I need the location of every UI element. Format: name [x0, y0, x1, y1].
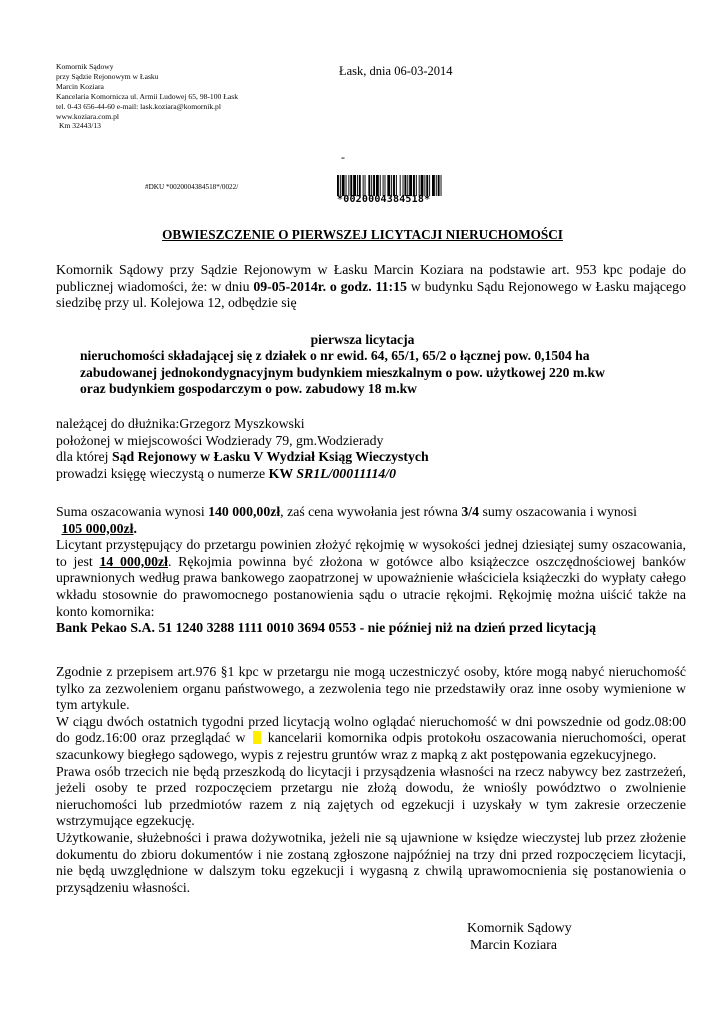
sender-line: Komornik Sądowy [56, 62, 114, 71]
intro-text: Komornik Sądowy przy Sądzie Rejonowym w Łasku Marcin Koziara na podstawie art. 953 kpc podaje do publicznej wiadomości, że: w dniu [56, 262, 686, 294]
estimate-line [56, 504, 686, 521]
barcode-bar [371, 175, 372, 196]
legal-block [56, 664, 686, 896]
barcode-bar [419, 175, 420, 196]
signature-title: Komornik Sądowy [467, 920, 572, 935]
deposit-paragraph [56, 537, 686, 620]
estimate-block [56, 504, 686, 637]
intro-text-2: w budynku Sądu Rejonowego w Łasku mającego siedzibę przy ul. Kolejowa 12, odbędzie się [56, 278, 686, 311]
barcode-bar [357, 175, 358, 196]
barcode-bar [346, 175, 347, 196]
estimate-value: 140 000,00zł [208, 504, 281, 519]
sender-line: Kancelaria Komornicza ul. Armii Ludowej 65, 98-100 Łask [56, 91, 238, 101]
barcode-bar [337, 175, 339, 196]
servitude-paragraph: Użytkowanie, służebności i prawa dożywotnika, jeżeli nie są ujawnione w księdze wieczystej lub przez złożenie dokumentu do zbioru dokumentów i nie zostaną zgłoszone najpóźniej na trzy dni przed rozpoczęciem licytacji, nie będą uwzględnione w dalszym toku egzekucji i wygasną z chwilą uprawomocnienia się postanowienia o przysądzeniu własności. [56, 829, 686, 895]
barcode-bar [385, 175, 386, 196]
starting-price-line [56, 521, 686, 538]
title-text: OBWIESZCZENIE O PIERWSZEJ LICYTACJI NIERUCHOMOŚCI [162, 227, 563, 242]
barcode-bar [413, 175, 415, 196]
inspection-text-2: kancelarii komornika odpis protokołu oszacowania nieruchomości, operat szacunkowy biegłego sądowego, wypis z rejestru gruntów wraz z mapką z akt postępowania egzekucyjnego. [56, 730, 686, 762]
barcode-bar [365, 175, 366, 196]
barcode-bar [441, 175, 442, 196]
sender-line: www.koziara.com.pl [56, 111, 119, 121]
barcode-bar [424, 175, 425, 196]
sender-header [56, 62, 238, 131]
sender-line: Marcin Koziara [56, 81, 104, 91]
property-description [80, 348, 680, 398]
property-line: nieruchomości składającej się z działek o nr ewid. 64, 65/1, 65/2 o łącznej pow. 0,1504 ha [80, 348, 590, 363]
estimate-text-2: , zaś cena wywołania jest równa [280, 504, 462, 519]
barcode-bar [350, 175, 352, 196]
kw-number: SR1L/00011114/0 [296, 465, 397, 481]
document-title [0, 227, 725, 243]
barcode-bar [363, 175, 364, 196]
property-line: zabudowanej jednokondygnacyjnym budynkiem mieszkalnym o pow. użytkowej 220 m.kw [80, 364, 605, 380]
barcode-bar [387, 175, 390, 196]
legal-paragraph: Zgodnie z przepisem art.976 §1 kpc w przetargu nie mogą uczestniczyć osoby, które mogą nabyć nieruchomość tylko za zezwoleniem organu państwowego, a zezwolenia tego nie przedstawiły oraz inne osoby wymienione w tym artykule. [56, 664, 686, 713]
location-line: położonej w miejscowości Wodzierady 79, gm.Wodzierady [56, 432, 384, 448]
land-register-line [56, 466, 686, 483]
dash-mark: - [341, 150, 345, 164]
kw-prefix: prowadzi księgę wieczystą o numerze [56, 465, 269, 481]
barcode-bar [429, 175, 430, 196]
court-line [56, 449, 686, 466]
auction-heading: pierwsza licytacja [310, 332, 415, 347]
barcode-bar [404, 175, 406, 196]
date-line: Łask, dnia 06-03-2014 [339, 64, 453, 78]
signature-block [467, 920, 572, 953]
estimate-text-3: sumy oszacowania i wynosi [479, 504, 637, 519]
barcode-bar [436, 175, 437, 196]
barcode-bar [403, 175, 404, 196]
barcode-bar [409, 175, 412, 196]
barcode-bar [438, 175, 440, 196]
barcode-bar [348, 175, 349, 196]
property-line: oraz budynkiem gospodarczym o pow. zabudowy 18 m.kw [80, 381, 417, 397]
barcode-bar [376, 175, 379, 196]
period: . [133, 520, 137, 536]
highlight-mark [253, 731, 261, 744]
barcode [337, 175, 467, 207]
intro-paragraph [56, 262, 686, 312]
debtor-block [56, 416, 686, 482]
auction-date: 09-05-2014r. o godz. 11:15 [253, 278, 407, 294]
barcode-bar [353, 175, 356, 196]
barcode-bar [391, 175, 392, 196]
signature-name: Marcin Koziara [470, 936, 557, 952]
third-party-paragraph: Prawa osób trzecich nie będą przeszkodą do licytacji i przysądzenia własności na rzecz nabywcy bez zastrzeżeń, jeżeli osoby te przed rozpoczęciem przetargu nie złożą dowodu, że wnioślу powództwo o zwolnienie nieruchomości lub przedmiotów razem z nią zajętych od egzekucji i uzyskały w tym zakresie orzeczenie wstrzymujące egzekucję. [56, 763, 686, 829]
barcode-bars [337, 175, 467, 196]
fraction: 3/4 [461, 504, 480, 519]
inspection-paragraph [56, 714, 686, 764]
barcode-bar [416, 175, 417, 196]
barcode-bar [380, 175, 381, 196]
bank-account-line: Bank Pekao S.A. 51 1240 3288 1111 0010 3694 0553 - nie później niż na dzień przed licytacją [56, 620, 597, 636]
barcode-bar [400, 175, 401, 196]
barcode-bar [340, 175, 341, 196]
deposit-value: 14 000,00zł [99, 553, 168, 569]
deposit-text-2: . Rękojmia powinna być złożona w gotówce albo książeczce oszczędnościowej banków uprawnionych według prawa bankowego zaopatrzonej w upoważnienie właściciela książeczki do wypłaty całego wkładu stosownie do prawomocnego postanowienia sądu o utracie rękojmi. Rękojmię można uiścić także na konto komornika: [56, 553, 686, 619]
dku-reference: #DKU *0020004384518*/0022/ [145, 183, 239, 191]
deposit-text: Licytant przystępujący do przetargu powinien złożyć rękojmię w wysokości jednej dziesiątej sumy oszacowania, to jest [56, 537, 686, 569]
estimate-text: Suma oszacowania wynosi [56, 504, 209, 519]
barcode-bar [383, 175, 384, 196]
case-number: Km 32443/13 [59, 121, 101, 131]
barcode-bar [342, 175, 345, 196]
debtor-line: należącej do dłużnika:Grzegorz Myszkowski [56, 416, 305, 431]
barcode-bar [432, 175, 435, 196]
court-prefix: dla której [56, 449, 112, 465]
court-name: Sąd Rejonowy w Łasku V Wydział Ksiąg Wieczystych [111, 449, 429, 465]
barcode-bar [407, 175, 408, 196]
barcode-bar [359, 175, 361, 196]
barcode-text: *0020004384518* [337, 194, 431, 205]
barcode-bar [426, 175, 428, 196]
barcode-bar [421, 175, 424, 196]
barcode-bar [396, 175, 397, 196]
inspection-text: W ciągu dwóch ostatnich tygodni przed licytacją wolno oglądać nieruchomość w dni powszednie od godz.08:00 do godz.16:00 oraz przeglądać w [56, 713, 686, 746]
barcode-bar [373, 175, 375, 196]
kw-label: KW [268, 465, 297, 481]
sender-line: tel. 0-43 656-44-60 e-mail: lask.koziara@komornik.pl [56, 101, 221, 111]
barcode-bar [368, 175, 370, 196]
starting-price: 105 000,00zł [61, 520, 134, 536]
barcode-bar [393, 175, 395, 196]
sender-line: przy Sądzie Rejonowym w Łasku [56, 71, 159, 81]
